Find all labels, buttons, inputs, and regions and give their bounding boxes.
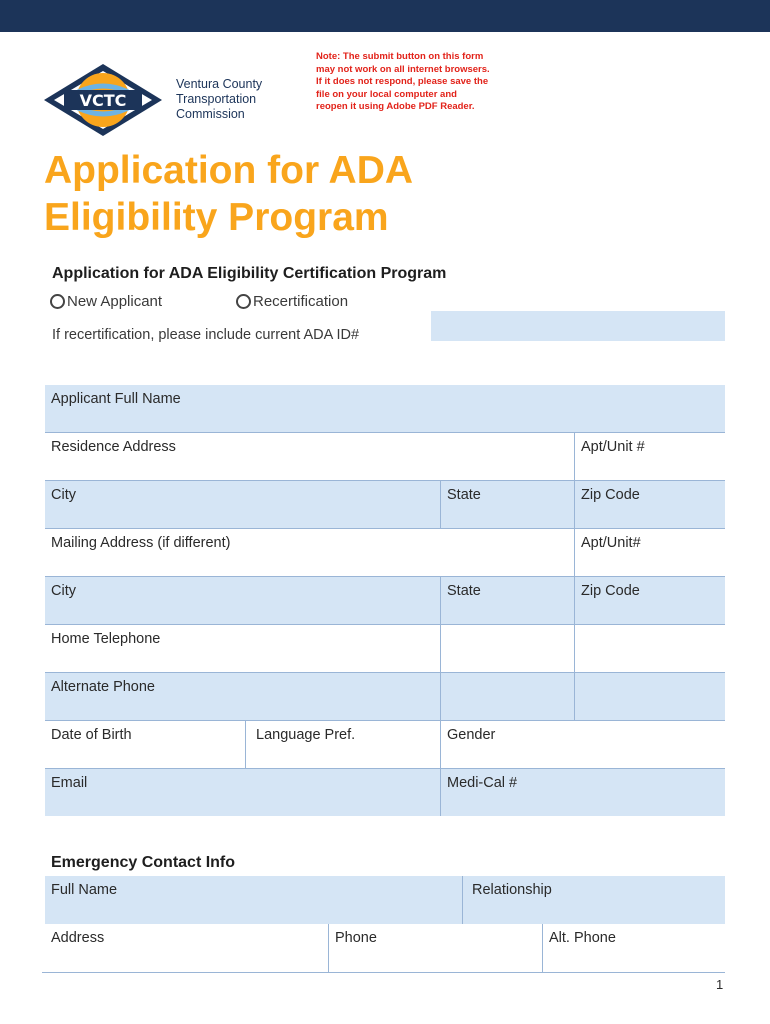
org-name-line: Transportation [176, 92, 257, 106]
emergency-full-name-field[interactable] [45, 876, 462, 924]
emergency-address-field[interactable] [45, 924, 328, 972]
gender-field[interactable] [440, 721, 725, 769]
page-title [44, 147, 413, 241]
email-field[interactable] [45, 769, 440, 816]
field-label: Relationship [472, 882, 552, 898]
field-label: Alt. Phone [549, 930, 616, 946]
field-label: Apt/Unit # [581, 439, 645, 455]
field-label: Gender [447, 727, 496, 743]
field-label: Address [51, 930, 105, 946]
field-label: City [51, 583, 76, 599]
city-field[interactable] [45, 481, 440, 529]
alternate-phone-extra-field[interactable] [574, 673, 725, 721]
logo-text: VCTC [79, 91, 127, 110]
field-label: Mailing Address (if different) [51, 535, 231, 551]
mailing-state-field[interactable] [440, 577, 574, 625]
field-label: Zip Code [581, 583, 640, 599]
field-label: City [51, 487, 76, 503]
ada-id-label: If recertification, please include current ADA ID# [52, 327, 360, 343]
zip-code-field[interactable] [574, 481, 725, 529]
language-pref-field[interactable] [245, 721, 440, 769]
new-applicant-label: New Applicant [67, 292, 163, 310]
ada-id-field[interactable] [431, 311, 725, 341]
field-label: Date of Birth [51, 727, 132, 743]
emergency-phone-field[interactable] [328, 924, 542, 972]
medi-cal-field[interactable] [440, 769, 725, 816]
new-applicant-option[interactable] [50, 292, 162, 310]
mailing-zip-code-field[interactable] [574, 577, 725, 625]
date-of-birth-field[interactable] [45, 721, 245, 769]
top-banner [0, 0, 770, 32]
field-label: Home Telephone [51, 631, 161, 647]
field-label: Medi-Cal # [447, 775, 518, 791]
field-label: State [447, 583, 481, 599]
state-field[interactable] [440, 481, 574, 529]
emergency-contact-heading: Emergency Contact Info [51, 854, 236, 871]
field-label: State [447, 487, 481, 503]
emergency-relationship-field[interactable] [462, 876, 725, 924]
field-label: Language Pref. [256, 727, 356, 743]
alternate-phone-extra-field[interactable] [440, 673, 574, 721]
org-name-line: Commission [176, 107, 245, 121]
mailing-city-field[interactable] [45, 577, 440, 625]
field-label: Apt/Unit# [581, 535, 641, 551]
field-label: Residence Address [51, 439, 176, 455]
org-name [176, 77, 262, 122]
field-label: Alternate Phone [51, 679, 155, 695]
residence-address-field[interactable] [45, 433, 574, 481]
recertification-label: Recertification [253, 292, 349, 310]
home-telephone-extra-field[interactable] [574, 625, 725, 673]
field-label: Full Name [51, 882, 118, 898]
divider [42, 972, 725, 973]
home-telephone-field[interactable] [45, 625, 440, 673]
applicant-full-name-field[interactable] [45, 385, 725, 433]
apt-unit-field[interactable] [574, 433, 725, 481]
mailing-apt-unit-field[interactable] [574, 529, 725, 577]
org-name-line: Ventura County [176, 77, 263, 91]
field-label: Phone [335, 930, 377, 946]
emergency-alt-phone-field[interactable] [542, 924, 725, 972]
form-subtitle: Application for ADA Eligibility Certification Program [52, 265, 447, 282]
recertification-option[interactable] [236, 292, 348, 310]
alternate-phone-field[interactable] [45, 673, 440, 721]
title-line: Application for ADA [44, 149, 414, 192]
page-number: 1 [716, 977, 724, 992]
recertification-radio[interactable] [236, 294, 251, 309]
new-applicant-radio[interactable] [50, 294, 65, 309]
field-label: Applicant Full Name [51, 391, 181, 407]
mailing-address-field[interactable] [45, 529, 574, 577]
title-line: Eligibility Program [44, 196, 389, 239]
home-telephone-extra-field[interactable] [440, 625, 574, 673]
field-label: Zip Code [581, 487, 640, 503]
browser-note: Note: The submit button on this form may not work on all internet browsers. If it does not respond, please save the file on your local computer and reopen it using Adobe PDF Reader. [316, 51, 490, 112]
field-label: Email [51, 775, 88, 791]
vctc-logo [42, 62, 164, 138]
